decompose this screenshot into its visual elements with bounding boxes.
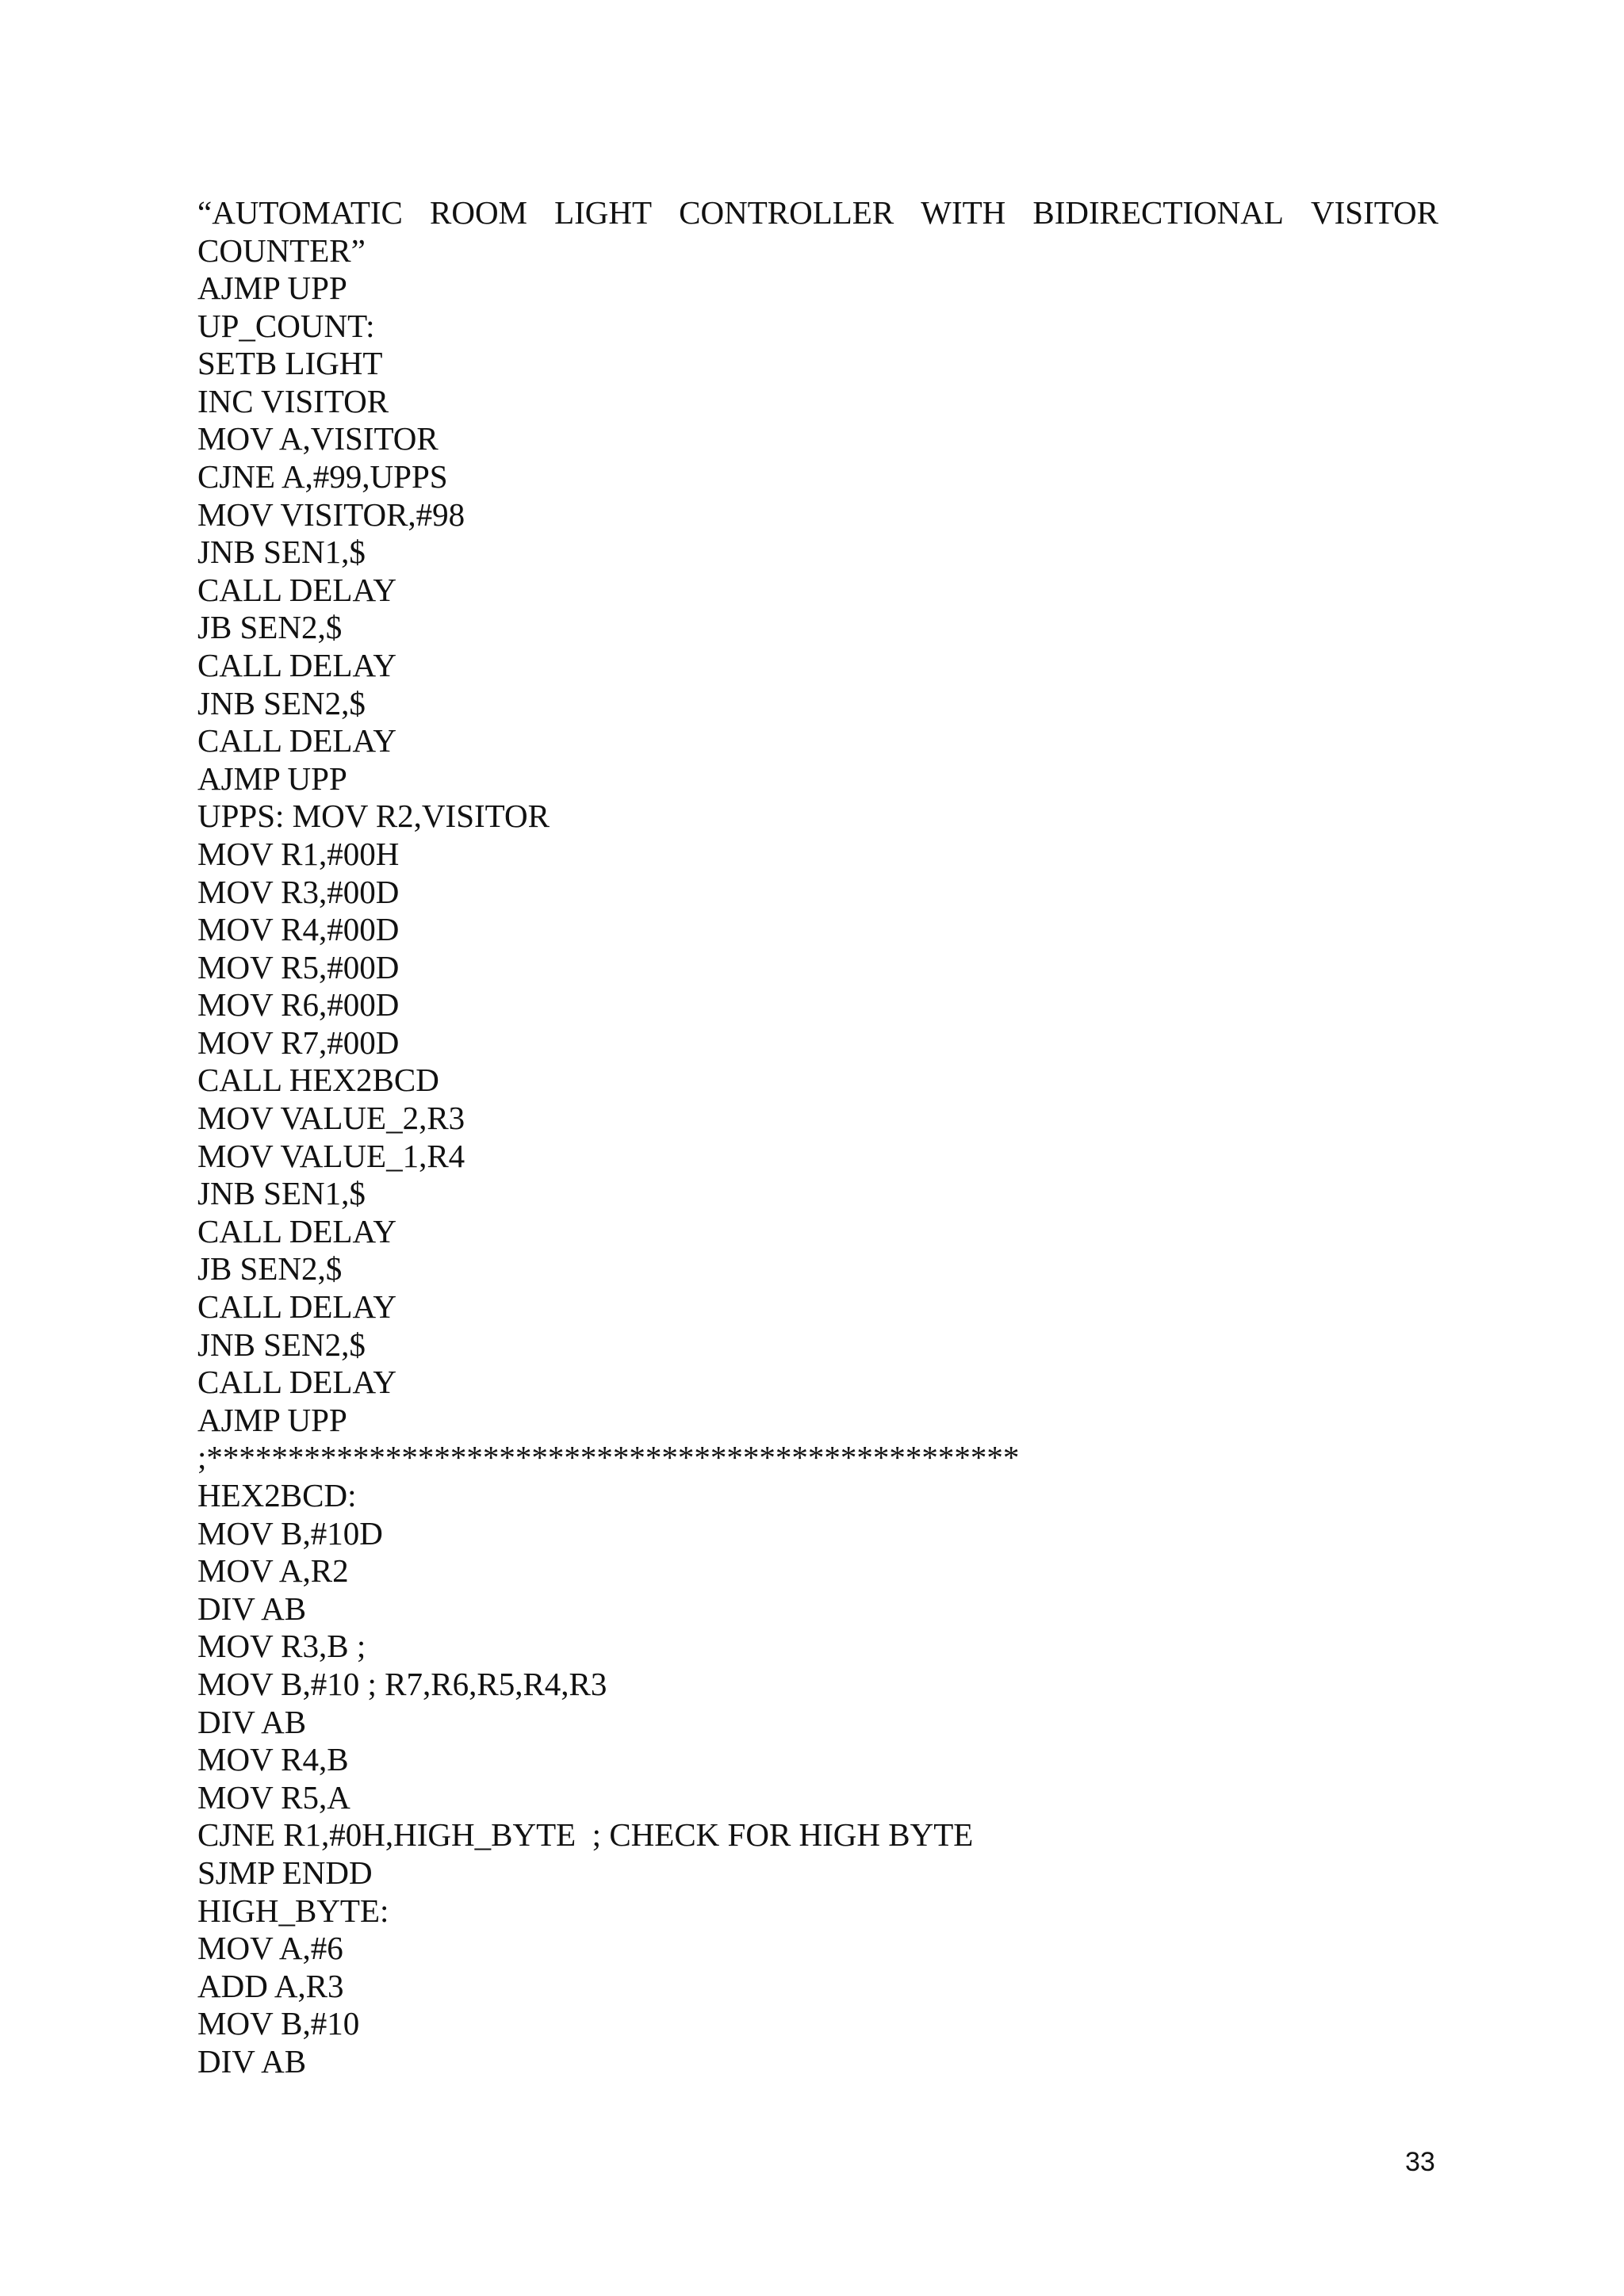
code-lines [197,270,1438,2081]
code-line: CJNE R1,#0H,HIGH_BYTE ; CHECK FOR HIGH BYTE [197,1816,974,1854]
title-word: VISITOR [1311,194,1438,231]
code-line: MOV VALUE_2,R3 [197,1100,465,1137]
code-line: MOV A,R2 [197,1552,349,1590]
listing-title-continuation: COUNTER” [197,232,366,269]
code-line: AJMP UPP [197,270,347,306]
code-line: CALL DELAY [197,1288,396,1326]
code-line: JB SEN2,$ [197,609,343,646]
code-line: JNB SEN1,$ [197,534,366,571]
code-line: MOV B,#10D [197,1514,383,1552]
code-line: MOV R1,#00H [197,835,400,872]
code-line: CALL DELAY [197,646,396,683]
code-line: CALL DELAY [197,722,396,760]
code-line: MOV B,#10 [197,2005,360,2042]
code-line: MOV R5,A [197,1778,350,1816]
code-line: SETB LIGHT [197,345,383,382]
code-line: MOV R4,B [197,1741,349,1778]
code-line: HEX2BCD: [197,1477,357,1513]
code-line: MOV R5,#00D [197,948,400,985]
code-line: AJMP UPP [197,760,347,797]
code-line: UP_COUNT: [197,307,375,344]
code-line: SJMP ENDD [197,1854,373,1891]
code-line: JNB SEN2,$ [197,684,366,721]
code-line: JNB SEN1,$ [197,1175,366,1212]
code-line: ADD A,R3 [197,1967,344,2004]
code-line: INC VISITOR [197,382,389,419]
code-line: AJMP UPP [197,1401,347,1438]
code-line: JB SEN2,$ [197,1250,343,1288]
code-line: MOV R3,B ; [197,1628,366,1665]
code-line: MOV VISITOR,#98 [197,496,465,533]
code-line: UPPS: MOV R2,VISITOR [197,798,550,835]
code-line: ;************************************************** [197,1439,1020,1476]
code-line: MOV R7,#00D [197,1024,400,1061]
code-line: MOV VALUE_1,R4 [197,1137,465,1174]
code-line: DIV AB [197,1590,307,1627]
listing-title [197,193,1438,232]
code-line: DIV AB [197,2042,307,2080]
code-line: CJNE A,#99,UPPS [197,457,448,495]
code-line: CALL DELAY [197,571,396,608]
code-line: CALL DELAY [197,1364,396,1401]
code-line: JNB SEN2,$ [197,1326,366,1363]
title-word: CONTROLLER [679,194,894,231]
code-line: CALL DELAY [197,1212,396,1249]
title-word: ROOM [429,194,528,231]
title-word: WITH [921,194,1006,231]
code-line: MOV R6,#00D [197,986,400,1024]
title-word: BIDIRECTIONAL [1032,194,1284,231]
code-line: MOV B,#10 ; R7,R6,R5,R4,R3 [197,1665,607,1702]
code-line: DIV AB [197,1703,307,1740]
code-line: HIGH_BYTE: [197,1892,389,1929]
page-number: 33 [1405,2147,1435,2177]
code-line: MOV R4,#00D [197,911,400,948]
title-word: LIGHT [554,194,653,231]
code-listing [197,193,1438,2081]
code-line: CALL HEX2BCD [197,1062,439,1099]
title-word: “AUTOMATIC [197,194,403,231]
code-line: MOV R3,#00D [197,873,400,910]
code-line: MOV A,#6 [197,1930,343,1967]
code-line: MOV A,VISITOR [197,420,439,457]
